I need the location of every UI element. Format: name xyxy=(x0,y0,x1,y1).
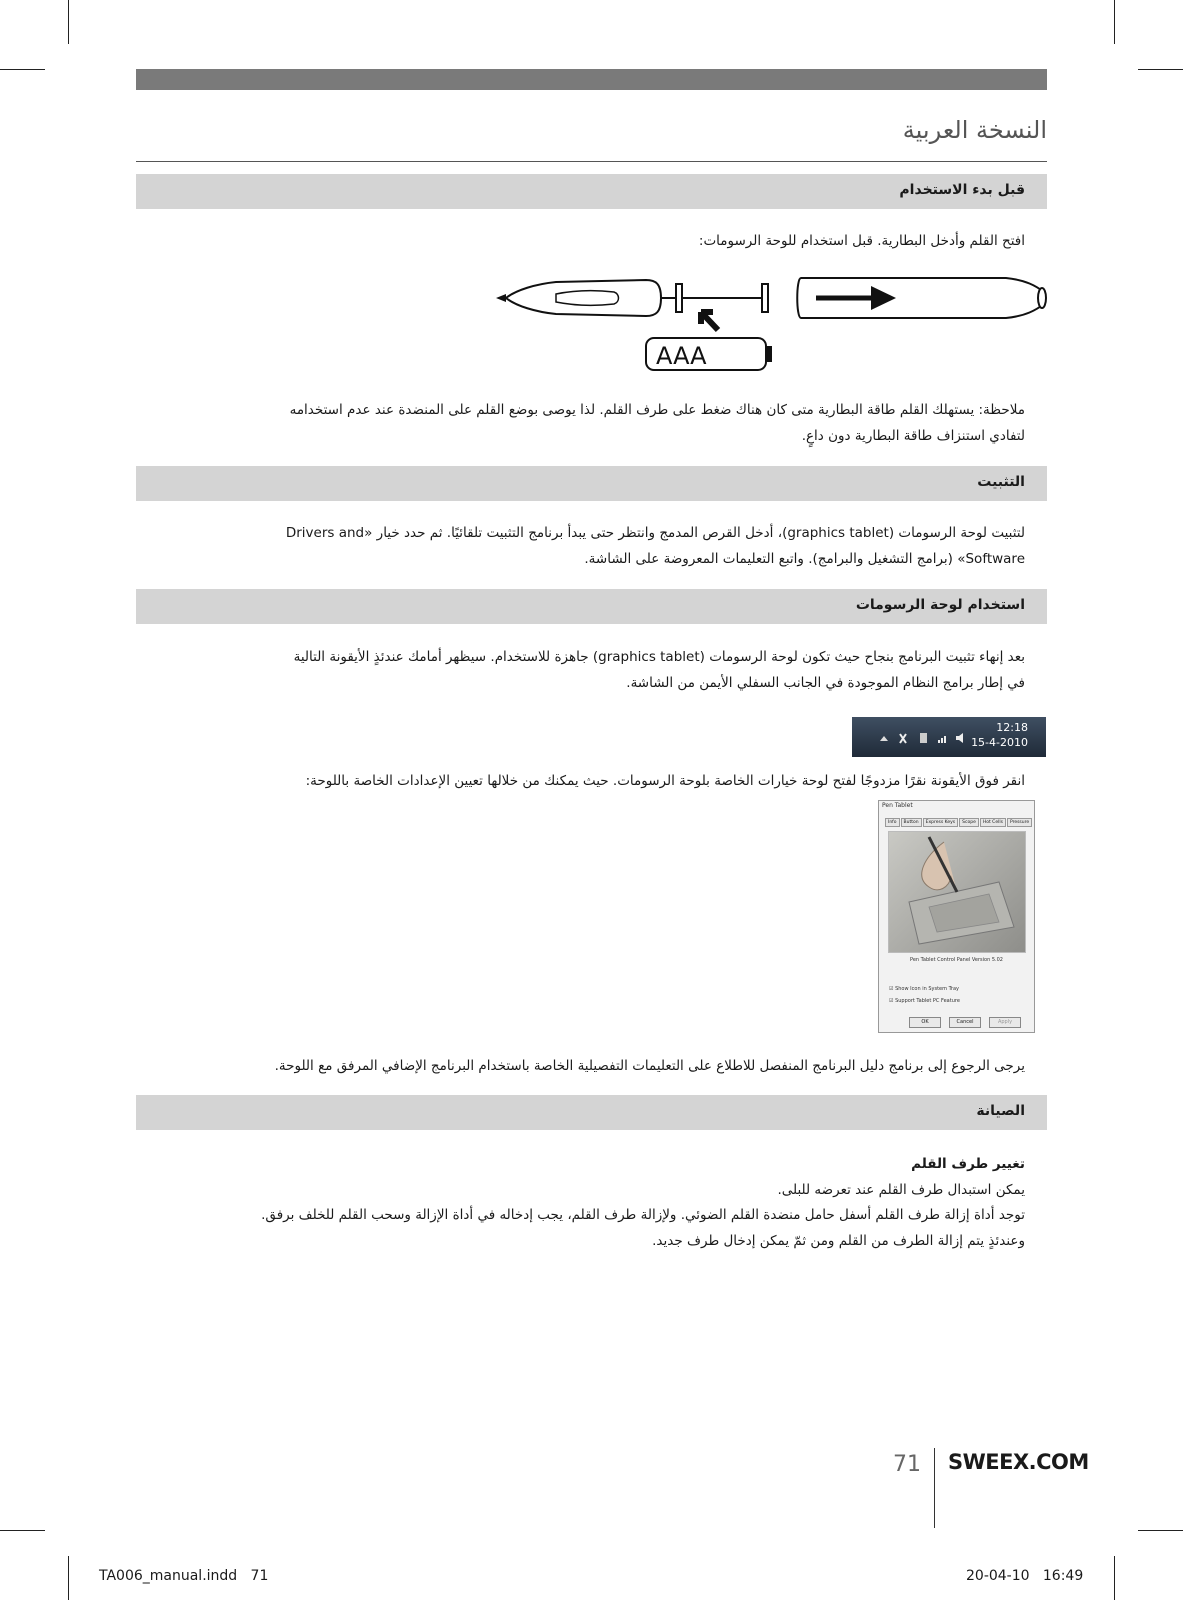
usage-text-4: يرجى الرجوع إلى برنامج دليل البرنامج المنفصل للاطلاع على التعليمات التفصيلية الخاصة باستخدام البرنامج الإضافي المرفق مع اللوحة. xyxy=(274,1058,1025,1074)
section-heading-text: قبل بدء الاستخدام xyxy=(899,182,1025,198)
usage-text-3: انقر فوق الأيقونة نقرًا مزدوجًا لفتح لوحة خيارات الخاصة بلوحة الرسومات. حيث يمكنك من خلالها تعيين الإعدادات الخاصة باللوحة: xyxy=(305,773,1025,789)
contact-icon xyxy=(676,284,682,312)
crop-mark xyxy=(68,1556,69,1600)
tray-time: 12:18 xyxy=(996,721,1028,734)
maintenance-text-2: توجد أداة إزالة طرف القلم أسفل حامل منضدة القلم الضوئي. ولإزالة طرف القلم، يجب إدخاله في أداة الإزالة وسحب القلم للخلف برفق. xyxy=(261,1207,1025,1223)
contact-icon xyxy=(762,284,768,312)
network-icon xyxy=(920,733,927,743)
tray-clock xyxy=(971,720,1028,750)
usage-text-1: بعد إنهاء تثبيت البرنامج بنجاح حيث تكون لوحة الرسومات (graphics tablet) جاهزة للاستخدام. سيظهر أمامك عندئذٍ الأيقونة التالية xyxy=(293,649,1025,665)
maintenance-text-1: يمكن استبدال طرف القلم عند تعرضه للبلى. xyxy=(777,1182,1025,1198)
system-tray-screenshot xyxy=(852,717,1046,757)
section-heading-maintenance xyxy=(136,1095,1047,1130)
header-bar xyxy=(136,69,1047,90)
dialog-tabs xyxy=(885,818,1030,827)
pen-tip-icon xyxy=(496,294,506,302)
tray-icons xyxy=(878,731,968,745)
option-support-tablet-label: Support Tablet PC Feature xyxy=(895,998,960,1004)
note-text-1: ملاحظة: يستهلك القلم طاقة البطارية متى كان هناك ضغط على طرف القلم. لذا يوصى بوضع القلم على المنضدة عند عدم استخدامه xyxy=(289,402,1025,418)
pen-battery-illustration xyxy=(496,272,1048,380)
option-show-icon-label: Show Icon in System Tray xyxy=(895,986,959,992)
section-heading-text: التثبيت xyxy=(977,474,1025,490)
tab-scope: Scope xyxy=(959,818,979,827)
crop-mark xyxy=(0,1530,45,1531)
subheading-change-tip: تغيير طرف القلم xyxy=(911,1156,1025,1172)
page-number: 71 xyxy=(893,1452,921,1477)
footer-divider xyxy=(934,1448,935,1528)
option-support-tablet: ☑ Support Tablet PC Feature xyxy=(889,998,960,1004)
chevron-up-icon xyxy=(880,736,888,741)
section-heading-install xyxy=(136,466,1047,501)
insert-arrow-icon xyxy=(701,312,718,330)
section-heading-text: استخدام لوحة الرسومات xyxy=(855,597,1025,613)
usage-text-2: في إطار برامج النظام الموجودة في الجانب السفلي الأيمن من الشاشة. xyxy=(626,675,1025,691)
signal-icon xyxy=(944,736,946,743)
slug-file: TA006_manual.indd 71 xyxy=(99,1568,269,1584)
section-heading-before-use xyxy=(136,174,1047,209)
dialog-version: Pen Tablet Control Panel Version 5.02 xyxy=(909,957,1003,963)
battery-terminal-icon xyxy=(766,346,772,362)
pen-body-icon xyxy=(506,280,661,316)
tablet-photo xyxy=(888,831,1026,953)
crop-mark xyxy=(1114,0,1115,44)
crop-mark xyxy=(1138,1530,1183,1531)
section-heading-text: الصيانة xyxy=(976,1103,1025,1119)
tray-date: 15-4-2010 xyxy=(971,736,1028,749)
brand-logo: SWEEX.COM xyxy=(948,1450,1089,1474)
slug-datetime: 20-04-10 16:49 xyxy=(966,1568,1084,1584)
maintenance-text-3: وعندئذٍ يتم إزالة الطرف من القلم ومن ثمّ يمكن إدخال طرف جديد. xyxy=(652,1233,1025,1249)
speaker-icon xyxy=(956,733,963,743)
ok-button: OK xyxy=(909,1017,941,1028)
crop-mark xyxy=(1114,1556,1115,1600)
battery-label: AAA xyxy=(656,342,707,370)
install-text-1: لتثبيت لوحة الرسومات (graphics tablet)، أدخل القرص المدمج وانتظر حتى يبدأ برنامج التثبيت تلقائيًا. ثم حدد خيار «Drivers and xyxy=(285,525,1025,541)
pen-tablet-tray-icon xyxy=(900,734,906,743)
tab-hot-cells: Hot Cells xyxy=(980,818,1006,827)
page-title: النسخة العربية xyxy=(902,116,1047,144)
crop-mark xyxy=(0,69,45,70)
intro-text: افتح القلم وأدخل البطارية. قبل استخدام للوحة الرسومات: xyxy=(698,233,1025,249)
apply-button: Apply xyxy=(989,1017,1021,1028)
pen-tablet-dialog-screenshot xyxy=(878,800,1035,1033)
crop-mark xyxy=(68,0,69,44)
tab-info: Info xyxy=(885,818,900,827)
tab-pressure: Pressure xyxy=(1007,818,1032,827)
install-text-2: Software» (برامج التشغيل والبرامج). واتبع التعليمات المعروضة على الشاشة. xyxy=(584,551,1025,567)
option-show-icon: ☑ Show Icon in System Tray xyxy=(889,986,959,992)
tab-button: Button xyxy=(901,818,922,827)
tab-express-keys: Express Keys xyxy=(923,818,959,827)
header-divider xyxy=(136,161,1047,162)
section-heading-usage xyxy=(136,589,1047,624)
cancel-button: Cancel xyxy=(949,1017,981,1028)
dialog-title: Pen Tablet xyxy=(882,802,913,809)
crop-mark xyxy=(1138,69,1183,70)
note-text-2: لتفادي استنزاف طاقة البطارية دون داعٍ. xyxy=(801,428,1025,444)
tablet-drawing-icon xyxy=(889,832,1025,952)
